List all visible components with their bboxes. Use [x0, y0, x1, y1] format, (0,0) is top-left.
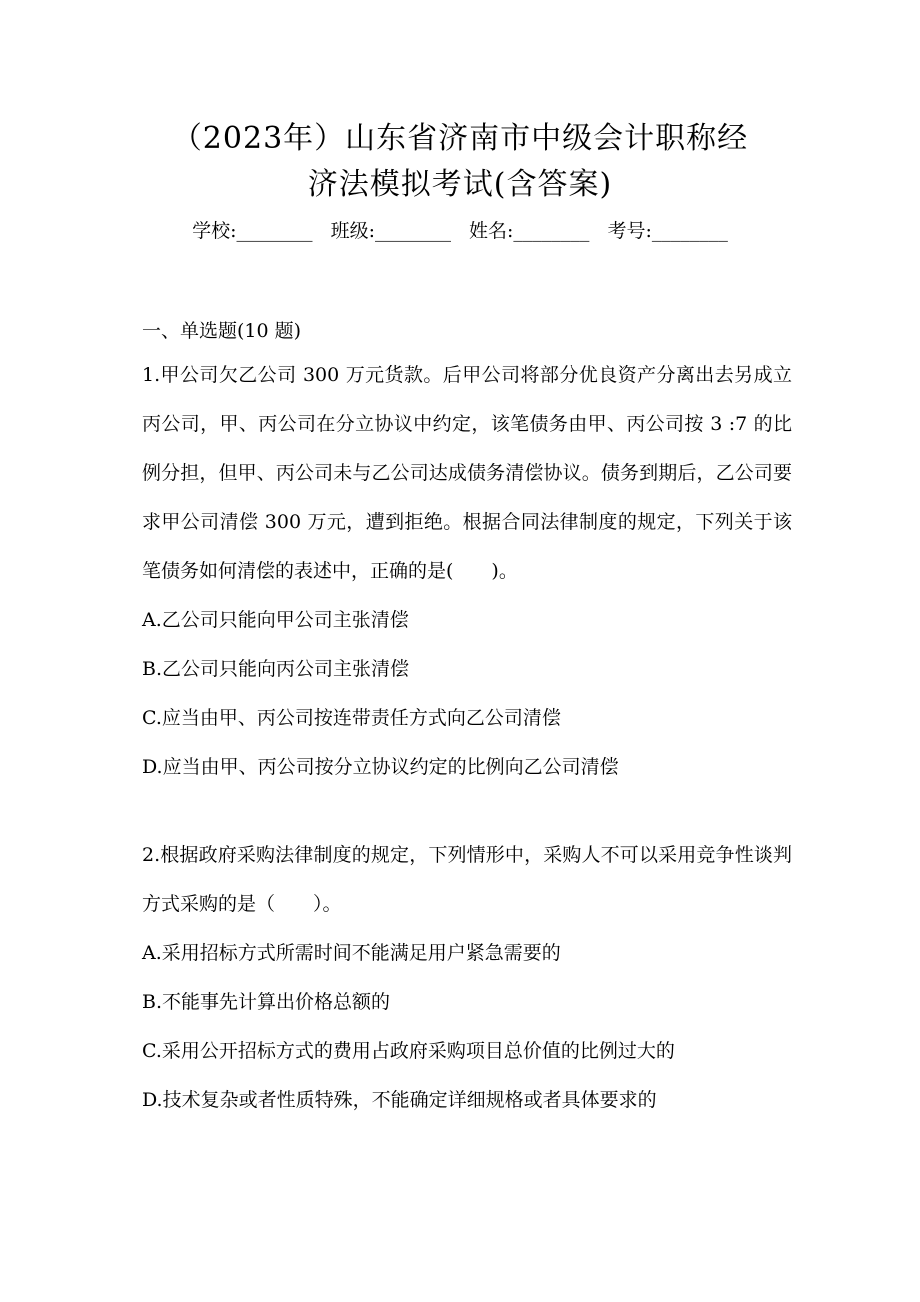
option-b: B.乙公司只能向丙公司主张清偿 — [142, 658, 410, 680]
option-b: B.不能事先计算出价格总额的 — [142, 991, 391, 1013]
student-info-row — [60, 218, 860, 244]
option-c: C.采用公开招标方式的费用占政府采购项目总价值的比例过大的 — [142, 1040, 675, 1062]
question-stem: 2.根据政府采购法律制度的规定，下列情形中，采购人不可以采用竞争性谈判方式采购的是（ ）。 — [142, 844, 792, 915]
document-title-line-2: 济法模拟考试(含答案) — [307, 167, 613, 202]
option-d: D.技术复杂或者性质特殊，不能确定详细规格或者具体要求的 — [142, 1089, 657, 1111]
question-1 — [142, 351, 792, 792]
document-title-line-1: （2023年）山东省济南市中级会计职称经 — [171, 121, 749, 156]
option-a: A.乙公司只能向甲公司主张清偿 — [142, 609, 409, 631]
question-2 — [142, 831, 792, 1125]
exam-number-field: 考号:________ — [607, 220, 728, 242]
option-a: A.采用招标方式所需时间不能满足用户紧急需要的 — [142, 942, 561, 964]
option-c: C.应当由甲、丙公司按连带责任方式向乙公司清偿 — [142, 707, 561, 729]
name-field: 姓名:________ — [469, 220, 590, 242]
class-field: 班级:________ — [330, 220, 451, 242]
option-d: D.应当由甲、丙公司按分立协议约定的比例向乙公司清偿 — [142, 756, 619, 778]
school-field: 学校:________ — [192, 220, 313, 242]
question-stem: 1.甲公司欠乙公司 300 万元货款。后甲公司将部分优良资产分离出去另成立丙公司，甲、丙公司在分立协议中约定，该笔债务由甲、丙公司按 3 :7 的比例分担，但甲、丙公司未与乙公司达成债务清偿协议。债务到期后，乙公司要求甲公司清偿 300 万元，遭到拒绝。根据合同法律制度的规定，下列关于该笔债务如何清偿的表述中，正确的是( )。 — [142, 364, 792, 582]
section-heading: 一、单选题(10 题) — [142, 320, 302, 342]
